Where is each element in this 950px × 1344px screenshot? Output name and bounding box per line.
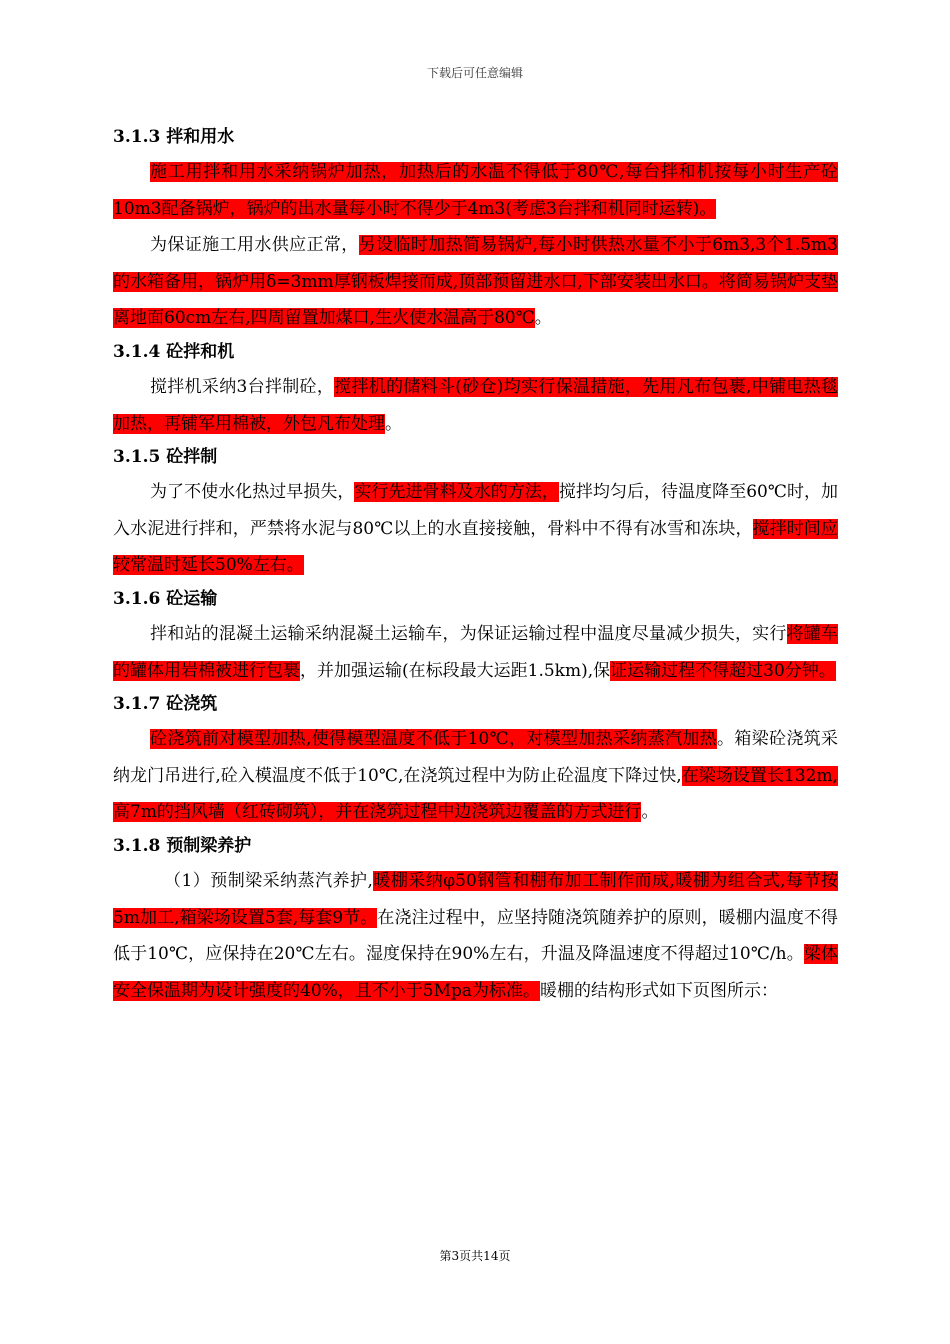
section-heading: 3.1.4 砼拌和机 [113, 341, 235, 362]
text-run: 搅拌机采纳3台拌制砼， [150, 376, 335, 397]
text-run: 在浇注过程中，应坚持随浇筑随养护的原则，暖棚内温度不得低于10℃，应保持在20℃左右。湿度保持在90%左右，升温及降温速度不得超过10℃/h。 [113, 907, 839, 965]
highlighted-text: 证运输过程不得超过30分钟。 [610, 660, 836, 681]
paragraph [113, 474, 838, 584]
document-body [113, 122, 838, 1009]
text-run: 拌和站的混凝土运输采纳混凝土运输车，为保证运输过程中温度尽量减少损失，实行 [150, 623, 787, 644]
text-run: 为了不使水化热过早损失， [150, 482, 355, 503]
text-run: （1）预制梁采纳蒸汽养护, [164, 870, 373, 891]
section-heading: 3.1.5 砼拌制 [113, 447, 218, 468]
section-3-1-7 [113, 689, 838, 831]
highlighted-text: 将罐车的罐体用岩棉被进行包裹 [113, 623, 839, 681]
section-3-1-8 [113, 831, 838, 1009]
text-run: 。 [641, 802, 659, 823]
section-heading: 3.1.6 砼运输 [113, 588, 218, 609]
highlighted-text: 搅拌机的储料斗(砂仓)均实行保温措施，先用凡布包裹,中铺电热毯加热，再铺军用棉被，外包凡布处理 [113, 376, 838, 434]
section-heading: 3.1.8 预制梁养护 [113, 835, 252, 856]
highlighted-text: 梁体安全保温期为设计强度的40%，且不小于5Mpa为标准。 [113, 944, 838, 1001]
section-3-1-3 [113, 122, 838, 337]
text-run: 暖棚的结构形式如下页图所示： [540, 980, 779, 1001]
highlighted-text: 另设临时加热简易锅炉,每小时供热水量不小于6m3,3个1.5m3的水箱备用，锅炉用δ=3mm厚钢板焊接而成,顶部预留进水口,下部安装出水口。将简易锅炉支垫离地面60cm左右,四周留置加煤口,生火使水温高于80℃ [113, 235, 838, 329]
paragraph [113, 616, 838, 689]
highlighted-text: 施工用拌和用水采纳锅炉加热，加热后的水温不得低于80℃,每台拌和机按每小时生产砼10m3配备锅炉，锅炉的出水量每小时不得少于4m3(考虑3台拌和机同时运转)。 [113, 162, 838, 219]
section-heading: 3.1.7 砼浇筑 [113, 694, 218, 715]
text-run: 搅拌均匀后，待温度降至60℃时，加入水泥进行拌和，严禁将水泥与80℃以上的水直接接触，骨料中不得有冰雪和冻块， [113, 482, 839, 539]
section-3-1-4 [113, 337, 838, 442]
paragraph [113, 863, 838, 1009]
text-run: 。箱梁砼浇筑采纳龙门吊进行,砼入模温度不低于10℃,在浇筑过程中为防止砼温度下降过快, [113, 729, 838, 786]
text-run: 。 [385, 413, 402, 434]
text-run: 。 [534, 308, 552, 329]
highlighted-text: 实行先进骨料及水的方法， [354, 482, 559, 503]
highlighted-text: 在梁场设置长132m,高7m的挡风墙（红砖砌筑），并在浇筑过程中边浇筑边覆盖的方式进行 [113, 765, 838, 823]
paragraph [113, 369, 838, 442]
text-run: 为保证施工用水供应正常， [150, 235, 359, 256]
section-heading: 3.1.3 拌和用水 [113, 127, 235, 147]
paragraph [113, 154, 838, 227]
paragraph [113, 227, 838, 337]
page-footer: 第3页共14页 [439, 1249, 511, 1263]
highlighted-text: 暖棚采纳φ50钢管和棚布加工制作而成,暖棚为组合式,每节按5m加工,箱梁场设置5套,每套9节。 [113, 870, 838, 928]
section-3-1-5 [113, 442, 838, 584]
page-header: 下载后可任意编辑 [426, 66, 523, 80]
text-run: ，并加强运输(在标段最大运距1.5km),保 [300, 660, 611, 681]
highlighted-text: 搅拌时间应较常温时延长50%左右。 [113, 518, 839, 576]
paragraph [113, 721, 838, 831]
section-3-1-6 [113, 584, 838, 689]
highlighted-text: 砼浇筑前对模型加热,使得模型温度不低于10℃，对模型加热采纳蒸汽加热 [150, 729, 717, 750]
